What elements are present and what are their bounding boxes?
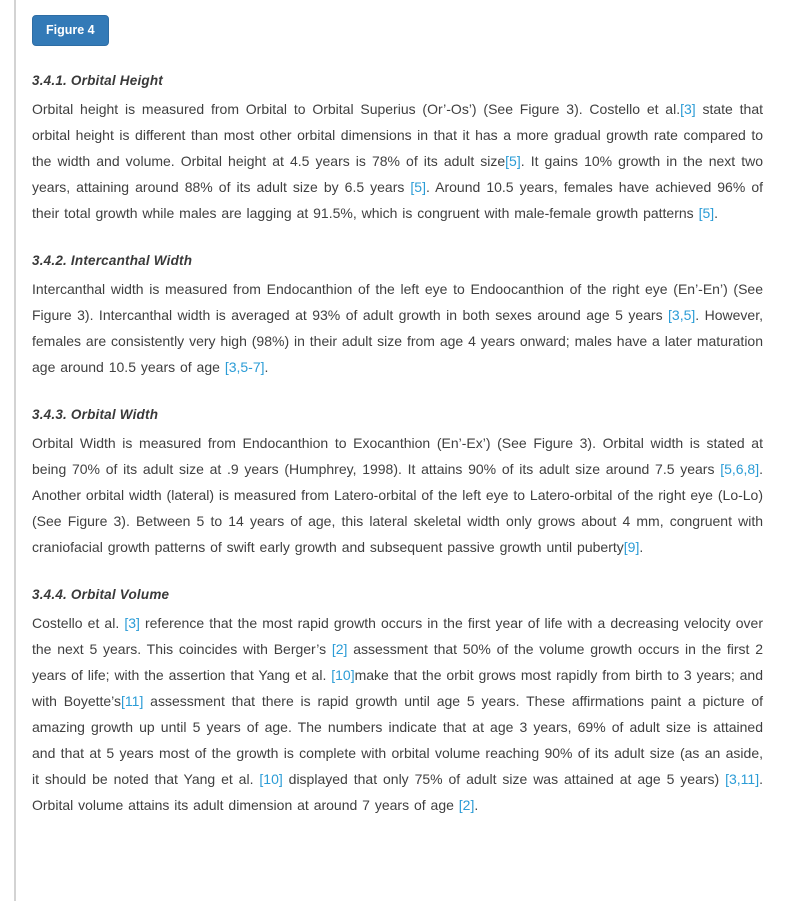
section-paragraph: Intercanthal width is measured from Endocanthion of the left eye to Endoocanthion of the right eye (En’-En’) (See Figure 3). Intercanthal width is averaged at 93% of adult growth in both sexes around age 5 years [3,5]. However, females are consistently very high (98%) in their adult size from age 4 years onward; males have a later maturation age around 10.5 years of age [3,5-7]. [32, 280, 764, 375]
section-paragraph: Costello et al. [3] reference that the most rapid growth occurs in the first year of life with a decreasing velocity over the next 5 years. This coincides with Berger’s [2] assessment that 50% of the volume growth occurs in the first 2 years of life; with the assertion that Yang et al. [10]make that the orbit grows most rapidly from birth to 3 years; and with Boyette’s[11] assessment that there is rapid growth until age 5 years. These affirmations paint a picture of amazing growth up until 5 years of age. The numbers indicate that at age 3 years, 69% of adult size is attained and that at 5 years most of the growth is complete with orbital volume reaching 90% of its adult size (as an aside, it should be noted that Yang et al. [10] displayed that only 75% of adult size was attained at age 5 years) [3,11]. Orbital volume attains its adult dimension at around 7 years of age [2]. [32, 614, 764, 813]
citation-link[interactable]: [5] [410, 178, 426, 195]
citation-link[interactable]: [10] [259, 770, 283, 787]
citation-link[interactable]: [3] [680, 100, 696, 117]
citation-link[interactable]: [5] [698, 204, 715, 221]
section-heading: 3.4.3. Orbital Width [32, 406, 159, 422]
section-heading: 3.4.4. Orbital Volume [32, 586, 170, 602]
section-heading: 3.4.2. Intercanthal Width [32, 252, 193, 268]
section-heading: 3.4.1. Orbital Height [32, 72, 163, 88]
citation-link[interactable]: [2] [331, 640, 348, 657]
citation-link[interactable]: [10] [331, 666, 355, 683]
figure-4-button[interactable]: Figure 4 [32, 15, 109, 46]
citation-link[interactable]: [3,5-7] [224, 358, 265, 375]
citation-link[interactable]: [3] [124, 614, 140, 631]
section-paragraph: Orbital height is measured from Orbital to Orbital Superius (Or’-Os’) (See Figure 3). Costello et al.[3] state that orbital height is different than most other orbital dimensions in that it has a more gradual growth rate compared to the width and volume. Orbital height at 4.5 years is 78% of its adult size[5]. It gains 10% growth in the next two years, attaining around 88% of its adult size by 6.5 years [5]. Around 10.5 years, females have achieved 96% of their total growth while males are lagging at 91.5%, which is congruent with male-female growth patterns [5]. [32, 100, 764, 221]
article-page [14, 0, 790, 901]
citation-link[interactable]: [11] [121, 692, 144, 709]
article-sections [32, 72, 763, 818]
citation-link[interactable]: [5,6,8] [720, 460, 760, 477]
citation-link[interactable]: [2] [458, 796, 475, 813]
citation-link[interactable]: [3,11] [725, 770, 760, 787]
citation-link[interactable]: [9] [623, 538, 640, 555]
citation-link[interactable]: [3,5] [668, 306, 696, 323]
section-paragraph: Orbital Width is measured from Endocanthion to Exocanthion (En’-Ex’) (See Figure 3). Orbital width is stated at being 70% of its adult size at .9 years (Humphrey, 1998). It attains 90% of its adult size around 7.5 years [5,6,8]. Another orbital width (lateral) is measured from Latero-orbital of the left eye to Latero-orbital of the right eye (Lo-Lo) (See Figure 3). Between 5 to 14 years of age, this lateral skeletal width only grows about 4 mm, congruent with craniofacial growth patterns of swift early growth and subsequent passive growth until puberty[9]. [32, 434, 763, 555]
citation-link[interactable]: [5] [505, 152, 521, 169]
